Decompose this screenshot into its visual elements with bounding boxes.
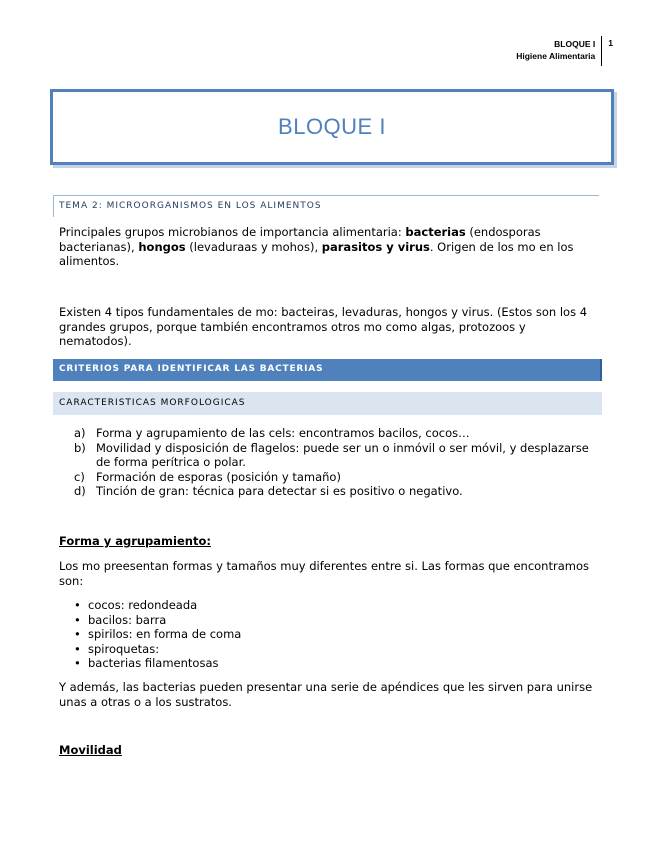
forma-paragraph: Los mo preesentan formas y tamaños muy diferentes entre si. Las formas que encontramos son:	[59, 559, 589, 588]
list-item-text: Forma y agrupamiento de las cels: encontramos bacilos, cocos…	[96, 426, 470, 440]
criteria-list	[74, 426, 594, 499]
apendices-paragraph: Y además, las bacterias pueden presentar una serie de apéndices que les sirven para unirse unas a otras o a los sustratos.	[59, 680, 593, 709]
list-item	[74, 470, 594, 485]
shapes-list	[74, 598, 241, 671]
list-item-text: spiroquetas:	[88, 641, 160, 656]
list-marker: a)	[74, 426, 86, 440]
list-item-text: cocos: redondeada	[88, 598, 198, 612]
tipos-paragraph: Existen 4 tipos fundamentales de mo: bacteiras, levaduras, hongos y virus. (Estos son los 4 grandes grupos, porque también encontramos otros mo como algas, protozoos y nematodos).	[59, 305, 588, 348]
intro-bold-parasitos: parasitos y virus	[321, 239, 430, 254]
intro-bold-bacterias: bacterias	[405, 225, 466, 239]
section-caracteristicas: CARACTERISTICAS MORFOLOGICAS	[53, 392, 602, 415]
bullet-icon: •	[74, 612, 81, 627]
intro-text-4: . Origen de los mo en los alimentos.	[59, 239, 574, 268]
list-item-text: bacterias filamentosas	[88, 656, 219, 670]
list-item	[74, 598, 241, 613]
tema-heading: TEMA 2: MICROORGANISMOS EN LOS ALIMENTOS	[53, 195, 599, 217]
list-item	[74, 613, 241, 628]
bullet-icon: •	[74, 598, 81, 612]
list-marker: c)	[74, 469, 85, 484]
title-box	[50, 89, 614, 165]
header-line-bloque: BLOQUE I	[554, 39, 596, 49]
list-marker: d)	[74, 484, 86, 498]
intro-text-3: (levaduraas y mohos),	[185, 239, 322, 254]
page-number: 1	[608, 38, 613, 48]
list-item-text: bacilos: barra	[88, 612, 167, 627]
list-item	[74, 627, 241, 642]
list-item-text: Formación de esporas (posición y tamaño)	[96, 469, 341, 484]
section-criterios: CRITERIOS PARA IDENTIFICAR LAS BACTERIAS	[53, 359, 602, 381]
bullet-icon: •	[74, 641, 81, 656]
intro-text-1: Principales grupos microbianos de importancia alimentaria:	[59, 225, 406, 239]
list-item	[74, 656, 241, 671]
list-marker: b)	[74, 440, 86, 455]
list-item	[74, 484, 594, 499]
intro-bold-hongos: hongos	[138, 239, 186, 254]
list-item	[74, 642, 241, 657]
intro-text-2: (endosporas bacterianas),	[59, 225, 541, 254]
header-title-block	[516, 36, 602, 66]
bullet-icon: •	[74, 656, 81, 670]
header-line-subject: Higiene Alimentaria	[516, 51, 596, 61]
running-header	[516, 36, 613, 66]
forma-heading: Forma y agrupamiento:	[59, 534, 211, 548]
bullet-icon: •	[74, 627, 81, 641]
document-title: BLOQUE I	[278, 114, 386, 139]
movilidad-heading: Movilidad	[59, 743, 122, 757]
list-item-text: spirilos: en forma de coma	[88, 627, 242, 641]
list-item	[74, 426, 594, 441]
intro-paragraph	[59, 225, 599, 269]
list-item-text: Movilidad y disposición de flagelos: puede ser un o inmóvil o ser móvil, y desplazarse de forma perítrica o polar.	[96, 440, 589, 469]
list-item-text: Tinción de gran: técnica para detectar si es positivo o negativo.	[96, 484, 463, 498]
list-item	[74, 441, 594, 470]
